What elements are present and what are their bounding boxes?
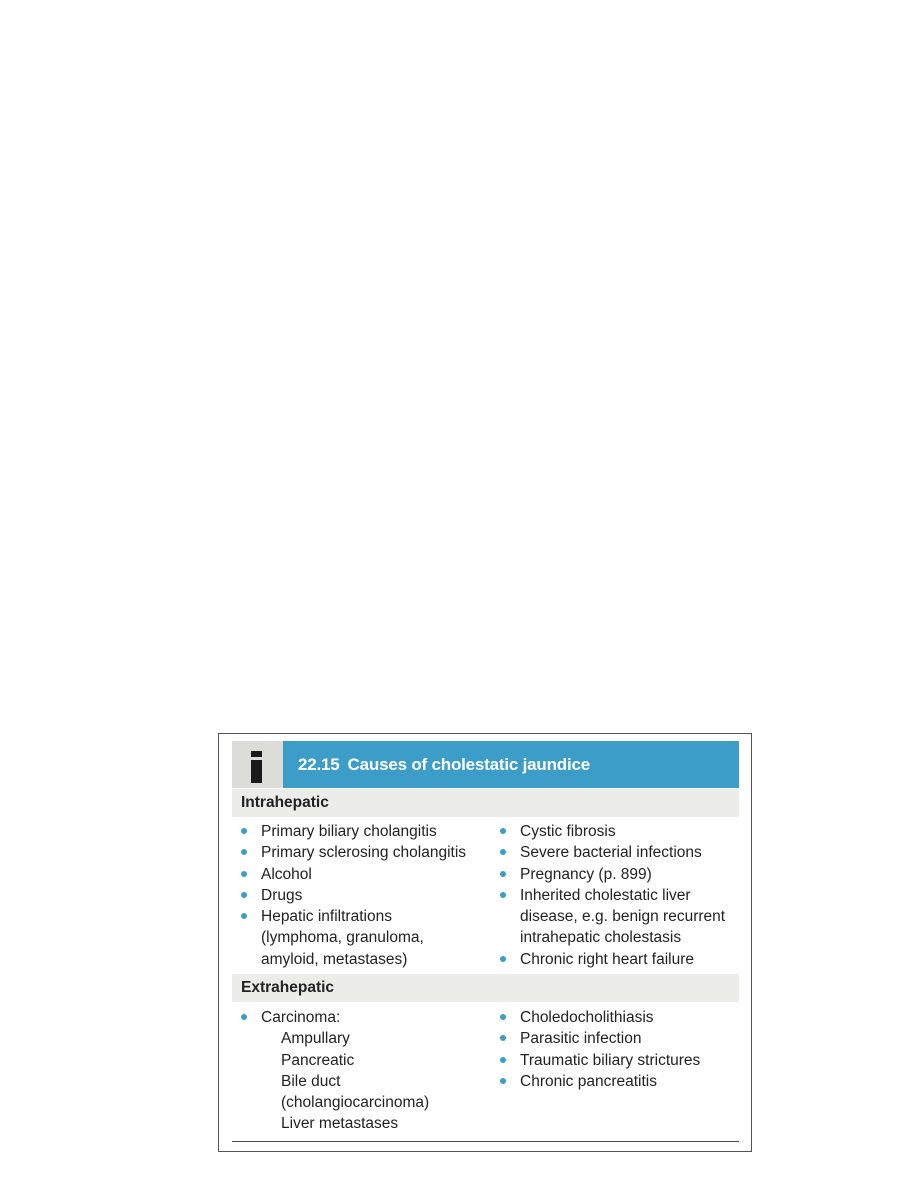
list-item: Traumatic biliary strictures xyxy=(499,1050,744,1071)
bullet-icon xyxy=(241,828,247,834)
list-item: Chronic right heart failure xyxy=(499,949,744,970)
bullet-icon xyxy=(500,1014,506,1020)
table-header xyxy=(232,741,739,788)
extrahepatic-left-column xyxy=(240,1007,498,1135)
sub-item: Liver metastases xyxy=(281,1115,399,1133)
extrahepatic-right-column xyxy=(499,1007,744,1092)
bottom-rule xyxy=(232,1141,739,1142)
bullet-icon xyxy=(500,849,506,855)
sub-item: Ampullary xyxy=(281,1030,350,1048)
section-heading-intrahepatic: Intrahepatic xyxy=(232,789,739,817)
intrahepatic-right-column xyxy=(499,821,744,970)
list-item: Primary sclerosing cholangitis xyxy=(240,842,498,863)
bullet-icon xyxy=(241,849,247,855)
list-item: Pregnancy (p. 899) xyxy=(499,864,744,885)
bullet-icon xyxy=(241,892,247,898)
list-item: Chronic pancreatitis xyxy=(499,1071,744,1092)
bullet-icon xyxy=(500,956,506,962)
list-item: Drugs xyxy=(240,885,498,906)
list-item: Inherited cholestatic liver disease, e.g. benign recurrent intrahepatic cholestasis xyxy=(499,885,744,949)
list-item: Hepatic infiltrations (lymphoma, granuloma, amyloid, metastases) xyxy=(240,906,498,970)
info-i-icon xyxy=(232,741,283,788)
info-table xyxy=(218,733,752,1152)
list-item: Cystic fibrosis xyxy=(499,821,744,842)
bullet-icon xyxy=(500,871,506,877)
bullet-icon xyxy=(241,1014,247,1020)
bullet-icon xyxy=(500,1035,506,1041)
list-item: Alcohol xyxy=(240,864,498,885)
bullet-icon xyxy=(241,871,247,877)
sub-item: Bile duct xyxy=(281,1072,341,1090)
table-number: 22.15 xyxy=(298,754,340,774)
bullet-icon xyxy=(500,1057,506,1063)
table-title xyxy=(283,741,739,788)
sub-item: (cholangiocarcinoma) xyxy=(281,1094,430,1112)
sub-item: Pancreatic xyxy=(281,1051,355,1069)
list-item: Primary biliary cholangitis xyxy=(240,821,498,842)
list-item: Carcinoma: xyxy=(240,1007,498,1028)
table-title-text: Causes of cholestatic jaundice xyxy=(347,754,591,774)
list-item: Parasitic infection xyxy=(499,1028,744,1049)
bullet-icon xyxy=(241,913,247,919)
list-item: Severe bacterial infections xyxy=(499,842,744,863)
bullet-icon xyxy=(500,828,506,834)
intrahepatic-left-column xyxy=(240,821,498,970)
bullet-icon xyxy=(500,1078,506,1084)
list-item: Choledocholithiasis xyxy=(499,1007,744,1028)
bullet-icon xyxy=(500,892,506,898)
section-heading-extrahepatic: Extrahepatic xyxy=(232,974,739,1002)
